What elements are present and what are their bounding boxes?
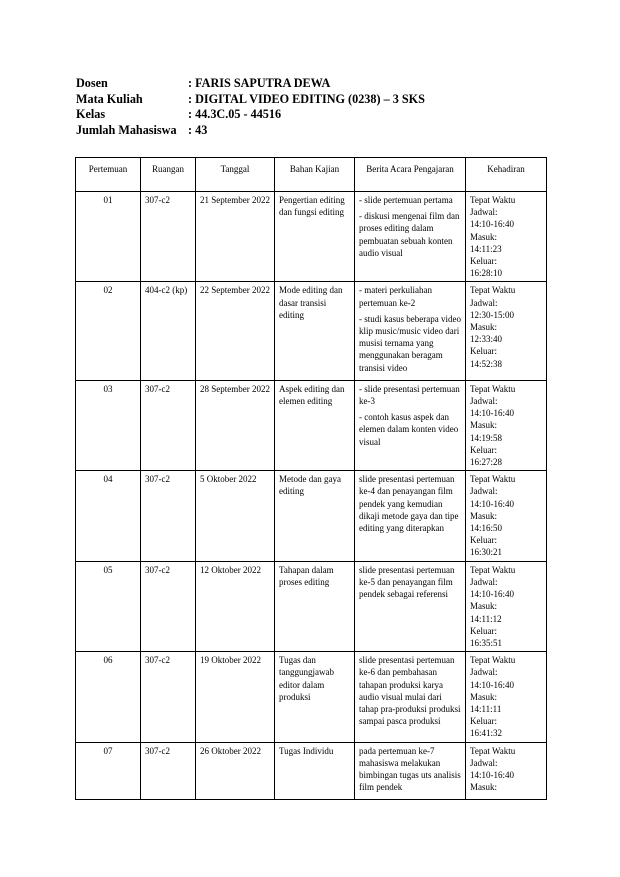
attendance-line: Jadwal: xyxy=(470,207,498,218)
attendance-cell xyxy=(466,471,547,561)
attendance-line: Jadwal: xyxy=(470,757,498,768)
attendance-line: 16:27:28 xyxy=(470,457,503,468)
date-cell: 28 September 2022 xyxy=(196,380,275,470)
attendance-line: Tepat Waktu xyxy=(470,383,516,394)
header-row xyxy=(76,107,425,123)
attendance-line: 14:11:11 xyxy=(470,703,502,714)
report-cell xyxy=(355,742,466,800)
attendance-line: Masuk: xyxy=(470,691,497,702)
lecture-table xyxy=(75,157,547,800)
header-berita-acara: Berita Acara Pengajaran xyxy=(355,158,466,192)
table-row xyxy=(76,192,547,282)
attendance-line: Tepat Waktu xyxy=(470,745,516,756)
report-item: - diskusi mengenai film dan proses editing dalam pembuatan sebuah konten audio visual xyxy=(359,211,460,258)
report-cell xyxy=(355,561,466,651)
header-value: : DIGITAL VIDEO EDITING (0238) – 3 SKS xyxy=(188,91,425,106)
report-item: - contoh kasus aspek dan elemen dalam konten video visual xyxy=(359,412,459,447)
table-header-row xyxy=(76,158,547,192)
attendance-cell xyxy=(466,561,547,651)
attendance-line: Masuk: xyxy=(470,420,497,431)
meeting-number: 04 xyxy=(76,471,141,561)
report-item: slide presentasi pertemuan ke-4 dan penayangan film pendek yang kemudian dikaji metode gaya dan tipe editing yang diterapkan xyxy=(359,474,459,534)
header-label: Dosen xyxy=(76,76,108,90)
attendance-line: Masuk: xyxy=(470,782,497,793)
room-cell: 307-c2 xyxy=(141,561,196,651)
topic-cell: Tugas dan tanggungjawab editor dalam produksi xyxy=(275,652,355,742)
attendance-line: Jadwal: xyxy=(470,486,498,497)
date-cell: 26 Oktober 2022 xyxy=(196,742,275,800)
attendance-line: 14:11:23 xyxy=(470,243,502,254)
attendance-line: Tepat Waktu xyxy=(470,474,516,485)
meeting-number: 02 xyxy=(76,282,141,380)
attendance-line: 16:41:32 xyxy=(470,728,503,739)
header-bahan-kajian: Bahan Kajian xyxy=(275,158,355,192)
header-row xyxy=(76,76,425,92)
attendance-line: 14:10-16:40 xyxy=(470,679,514,690)
report-item: slide presentasi pertemuan ke-5 dan penayangan film pendek sebagai referensi xyxy=(359,564,455,600)
attendance-line: Jadwal: xyxy=(470,396,498,407)
attendance-line: Keluar: xyxy=(470,625,497,636)
meeting-number: 06 xyxy=(76,652,141,742)
room-cell: 307-c2 xyxy=(141,471,196,561)
attendance-line: Tepat Waktu xyxy=(470,564,516,575)
header-label: Mata Kuliah xyxy=(76,91,143,106)
attendance-line: 14:10-16:40 xyxy=(470,219,514,230)
room-cell: 307-c2 xyxy=(141,652,196,742)
header-ruangan: Ruangan xyxy=(141,158,196,192)
meeting-number: 01 xyxy=(76,192,141,282)
attendance-cell xyxy=(466,742,547,800)
report-cell xyxy=(355,652,466,742)
report-item: - materi perkuliahan pertemuan ke-2 xyxy=(359,285,432,308)
report-item: - slide presentasi pertemuan ke-3 xyxy=(359,383,460,407)
meeting-number: 03 xyxy=(76,380,141,470)
attendance-line: 14:16:50 xyxy=(470,523,503,534)
room-cell: 307-c2 xyxy=(141,192,196,282)
table-row xyxy=(76,652,547,742)
date-cell: 21 September 2022 xyxy=(196,192,275,282)
report-item: slide presentasi pertemuan ke-6 dan pembahasan tahapan produksi karya audio visual mulai dari tahap pra-produksi produksi sampai pasca produksi xyxy=(359,655,461,727)
attendance-line: Jadwal: xyxy=(470,297,498,308)
header-kehadiran: Kehadiran xyxy=(466,158,547,192)
room-cell: 307-c2 xyxy=(141,742,196,800)
date-cell: 19 Oktober 2022 xyxy=(196,652,275,742)
attendance-line: 16:28:10 xyxy=(470,268,503,279)
room-cell: 404-c2 (kp) xyxy=(141,282,196,380)
attendance-line: 14:10-16:40 xyxy=(470,589,514,600)
topic-cell: Tahapan dalam proses editing xyxy=(275,561,355,651)
header-label: Jumlah Mahasiswa xyxy=(76,122,177,137)
header-value: : FARIS SAPUTRA DEWA xyxy=(188,76,331,90)
table-row xyxy=(76,742,547,800)
attendance-line: 16:30:21 xyxy=(470,547,503,558)
report-item: - slide pertemuan pertama xyxy=(359,195,453,205)
date-cell: 22 September 2022 xyxy=(196,282,275,380)
table-row xyxy=(76,380,547,470)
attendance-line: Masuk: xyxy=(470,231,497,242)
attendance-line: 12:33:40 xyxy=(470,334,503,345)
attendance-line: Jadwal: xyxy=(470,576,498,587)
meeting-number: 07 xyxy=(76,742,141,800)
topic-cell: Aspek editing dan elemen editing xyxy=(275,380,355,470)
date-cell: 5 Oktober 2022 xyxy=(196,471,275,561)
attendance-line: 12:30-15:00 xyxy=(470,309,514,320)
date-cell: 12 Oktober 2022 xyxy=(196,561,275,651)
attendance-line: Keluar: xyxy=(470,256,497,267)
report-cell xyxy=(355,192,466,282)
attendance-line: 14:11:12 xyxy=(470,613,502,624)
header-row xyxy=(76,123,425,139)
table-row xyxy=(76,282,547,380)
attendance-line: 14:10-16:40 xyxy=(470,769,514,780)
document-header xyxy=(76,76,425,138)
attendance-line: Keluar: xyxy=(470,535,497,546)
topic-cell: Mode editing dan dasar transisi editing xyxy=(275,282,355,380)
report-item: - studi kasus beberapa video klip music/music video dari musisi ternama yang menggunakan beragam transisi video xyxy=(359,313,461,373)
attendance-line: Masuk: xyxy=(470,510,497,521)
attendance-cell xyxy=(466,282,547,380)
attendance-line: 16:35:51 xyxy=(470,637,503,648)
header-value: : 43 xyxy=(188,122,208,137)
attendance-cell xyxy=(466,380,547,470)
attendance-line: Masuk: xyxy=(470,601,497,612)
attendance-line: 14:19:58 xyxy=(470,432,503,443)
attendance-line: Keluar: xyxy=(470,444,497,455)
room-cell: 307-c2 xyxy=(141,380,196,470)
topic-cell: Metode dan gaya editing xyxy=(275,471,355,561)
topic-cell: Pengertian editing dan fungsi editing xyxy=(275,192,355,282)
report-cell xyxy=(355,282,466,380)
header-tanggal: Tanggal xyxy=(196,158,275,192)
attendance-line: Masuk: xyxy=(470,322,497,333)
table-row xyxy=(76,561,547,651)
attendance-line: 14:10-16:40 xyxy=(470,498,514,509)
report-cell xyxy=(355,471,466,561)
header-value: : 44.3C.05 - 44516 xyxy=(188,107,282,121)
attendance-line: Tepat Waktu xyxy=(470,195,516,205)
report-item: pada pertemuan ke-7 mahasiswa melakukan bimbingan tugas uts analisis film pendek xyxy=(359,745,461,793)
attendance-line: Tepat Waktu xyxy=(470,655,516,666)
topic-cell: Tugas Individu xyxy=(275,742,355,800)
attendance-line: Keluar: xyxy=(470,346,497,357)
attendance-line: Tepat Waktu xyxy=(470,285,516,296)
attendance-line: 14:52:38 xyxy=(470,358,503,369)
meeting-number: 05 xyxy=(76,561,141,651)
attendance-cell xyxy=(466,192,547,282)
attendance-line: Keluar: xyxy=(470,716,497,727)
header-label: Kelas xyxy=(76,107,106,121)
report-cell xyxy=(355,380,466,470)
table-row xyxy=(76,471,547,561)
attendance-line: 14:10-16:40 xyxy=(470,408,514,419)
header-pertemuan: Pertemuan xyxy=(76,158,141,192)
attendance-cell xyxy=(466,652,547,742)
attendance-line: Jadwal: xyxy=(470,667,498,678)
header-row xyxy=(76,92,425,108)
